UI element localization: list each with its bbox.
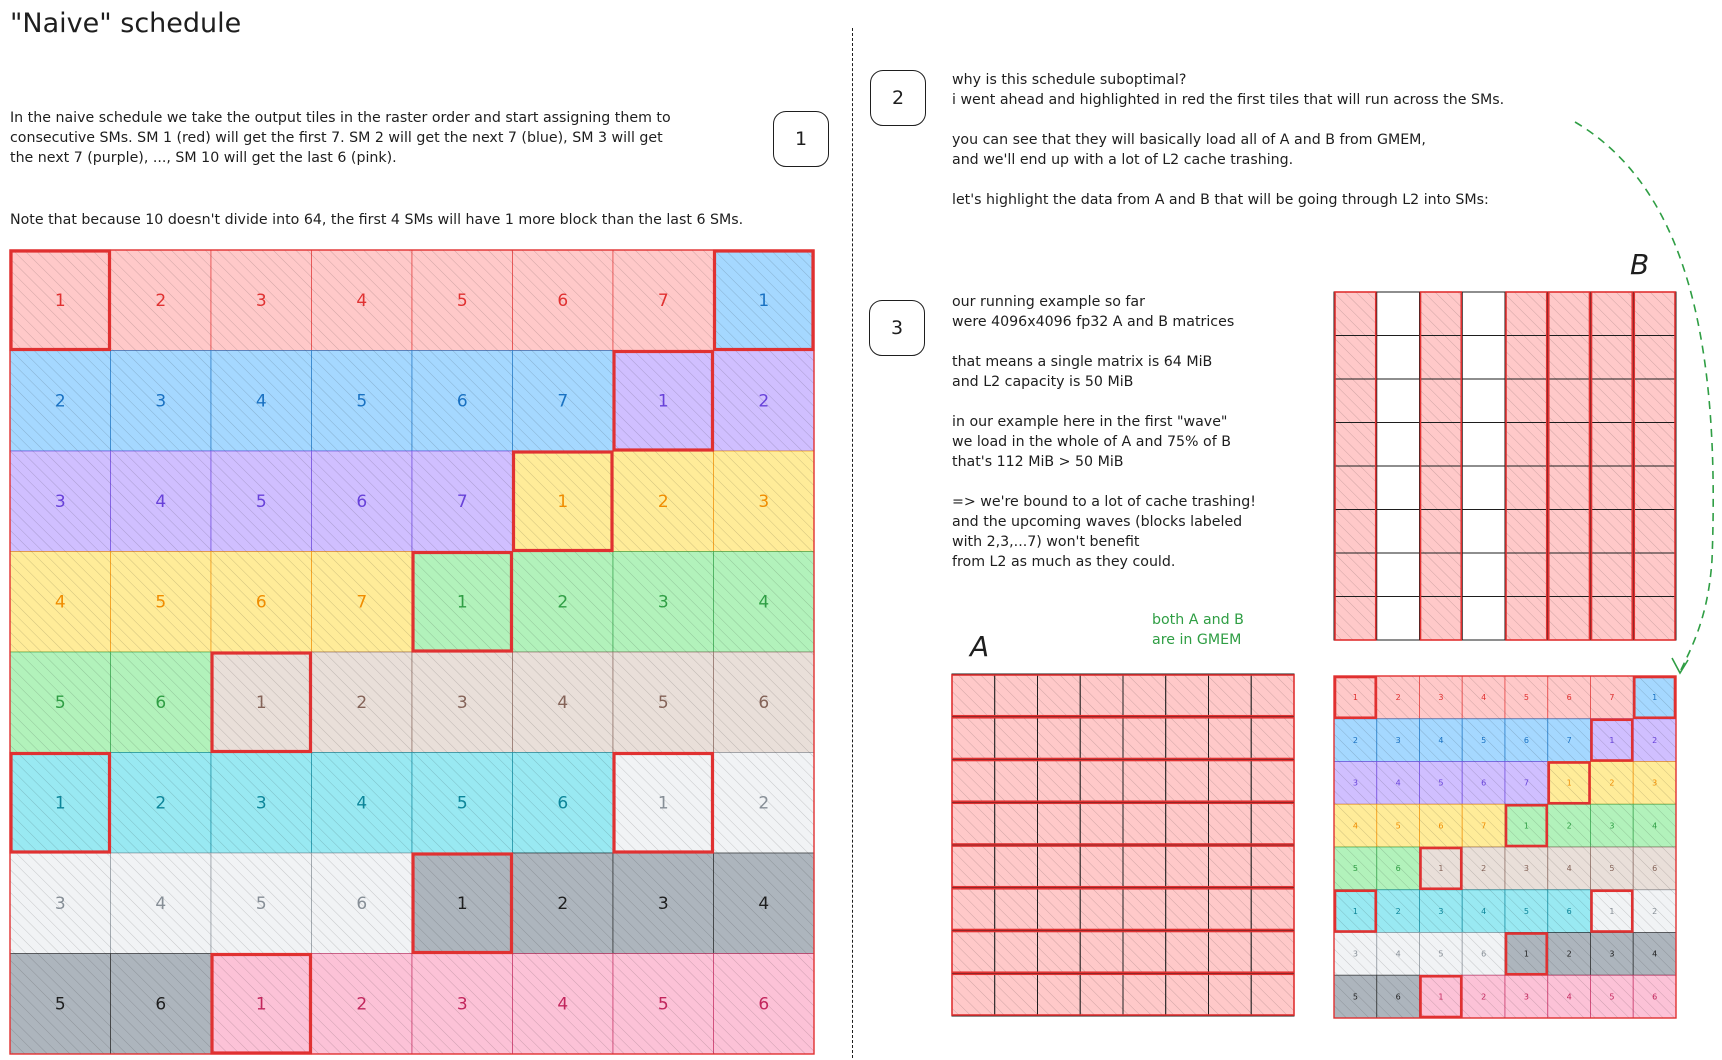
main-tile-label: 5 (255, 492, 267, 513)
mini-tile-label: 6 (1481, 778, 1487, 788)
matrix-b-cell (1377, 510, 1420, 554)
mini-tile-label: 2 (1395, 906, 1401, 916)
main-tile-label: 6 (557, 291, 569, 312)
main-tile-label: 4 (758, 894, 770, 915)
matrix-a-cell-hatch (1166, 931, 1209, 974)
main-tile-label: 5 (356, 391, 368, 412)
main-tile-label: 6 (557, 793, 569, 814)
matrix-b-cell (1377, 292, 1420, 336)
main-tile-label: 3 (657, 894, 669, 915)
matrix-a-cell-hatch (1209, 674, 1252, 717)
matrix-a-cell-hatch (1038, 888, 1081, 931)
matrix-b-cell (1462, 553, 1505, 597)
matrix-a-cell-hatch (1080, 931, 1123, 974)
mini-tile-label: 6 (1566, 693, 1572, 703)
matrix-a-cell-hatch (995, 802, 1038, 845)
mini-tile-label: 6 (1481, 949, 1487, 959)
main-tile-label: 6 (456, 391, 468, 412)
main-tile-label: 1 (758, 291, 770, 312)
matrix-a-cell-hatch (1166, 888, 1209, 931)
main-tile-label: 3 (54, 492, 66, 513)
matrix-b-cell-hatch (1420, 423, 1463, 467)
matrix-b-cell-hatch (1591, 423, 1634, 467)
mini-tile-label: 7 (1523, 778, 1529, 788)
matrix-a-cell-hatch (1209, 717, 1252, 760)
matrix-b-cell-hatch (1505, 379, 1548, 423)
mini-tile-label: 1 (1566, 778, 1572, 788)
mini-tile-label: 5 (1609, 992, 1615, 1002)
matrix-b-cell-hatch (1633, 292, 1676, 336)
matrix-a-cell-hatch (1166, 717, 1209, 760)
main-tile-label: 2 (758, 391, 770, 412)
block-count-note: Note that because 10 doesn't divide into 64, the first 4 SMs will have 1 more block than the last 6 SMs. (10, 212, 744, 228)
matrix-a-cell-hatch (1123, 845, 1166, 888)
mini-tile-label: 4 (1652, 949, 1658, 959)
main-tile-label: 5 (657, 994, 669, 1015)
main-tile-label: 7 (456, 492, 468, 513)
matrix-b-cell-hatch (1633, 597, 1676, 641)
main-tile-label: 1 (557, 492, 569, 513)
matrix-a-cell-hatch (952, 717, 995, 760)
matrix-a-cell-hatch (1123, 888, 1166, 931)
matrix-a-cell-hatch (952, 888, 995, 931)
matrix-b-cell (1462, 336, 1505, 380)
matrix-b-cell-hatch (1505, 597, 1548, 641)
matrix-b-cell-hatch (1505, 553, 1548, 597)
mini-tile-label: 3 (1438, 693, 1444, 703)
matrix-a-cell-hatch (1209, 845, 1252, 888)
matrix-a-cell-hatch (1123, 760, 1166, 803)
matrix-b-cell-hatch (1633, 379, 1676, 423)
matrix-b-cell-hatch (1334, 292, 1377, 336)
matrix-b-cell-hatch (1334, 379, 1377, 423)
mini-tile-label: 4 (1481, 693, 1487, 703)
mini-tile-label: 1 (1523, 949, 1529, 959)
matrix-a-cell-hatch (1166, 973, 1209, 1016)
matrix-a-cell-hatch (1038, 802, 1081, 845)
matrix-b-cell-hatch (1420, 553, 1463, 597)
matrix-a-cell-hatch (952, 931, 995, 974)
matrix-b-cell (1462, 510, 1505, 554)
matrix-a-cell-hatch (995, 717, 1038, 760)
mini-tile-label: 1 (1352, 906, 1358, 916)
matrix-a-cell-hatch (1080, 845, 1123, 888)
matrix-a-cell-hatch (995, 845, 1038, 888)
matrix-a-cell-hatch (995, 888, 1038, 931)
matrix-b-cell-hatch (1505, 292, 1548, 336)
mini-tile-label: 2 (1352, 735, 1358, 745)
main-tile-label: 3 (456, 994, 468, 1015)
matrix-b-cell-hatch (1591, 553, 1634, 597)
mini-tile-label: 4 (1352, 821, 1358, 831)
main-tile-label: 6 (758, 693, 770, 714)
main-tile-label: 4 (255, 391, 267, 412)
matrix-b-cell-hatch (1420, 379, 1463, 423)
mini-tile-label: 5 (1352, 992, 1358, 1002)
mini-tile-label: 6 (1652, 864, 1658, 874)
matrix-b-cell (1462, 597, 1505, 641)
matrix-b-cell-hatch (1420, 510, 1463, 554)
matrix-a-cell-hatch (995, 674, 1038, 717)
matrix-a-cell-hatch (1123, 802, 1166, 845)
matrix-b-cell-hatch (1591, 597, 1634, 641)
gmem-note: both A and B are in GMEM (1152, 612, 1244, 648)
matrix-a-cell-hatch (1080, 973, 1123, 1016)
mini-tile-label: 2 (1481, 992, 1487, 1002)
suboptimal-explanation: why is this schedule suboptimal? i went ahead and highlighted in red the first tiles that will run across the SMs. you can see that they will basically load all of A and B from GMEM, and we'll end up with a lot of L2 cache trashing. let's highlight the data from A and B that will be going through L2 into SMs: (952, 72, 1505, 208)
main-tile-label: 5 (54, 994, 66, 1015)
mini-tile-label: 1 (1438, 992, 1444, 1002)
matrix-a-cell-hatch (1251, 931, 1294, 974)
main-tile-label: 7 (657, 291, 669, 312)
matrix-a-cell-hatch (995, 931, 1038, 974)
matrix-a-cell-hatch (1123, 674, 1166, 717)
main-tile-label: 4 (557, 994, 569, 1015)
matrix-b-cell-hatch (1591, 466, 1634, 510)
arrow-head (1672, 658, 1688, 673)
matrix-a-cell-hatch (1251, 888, 1294, 931)
main-tile-label: 4 (356, 793, 368, 814)
mini-tile-label: 5 (1609, 864, 1615, 874)
mini-tile-label: 6 (1566, 906, 1572, 916)
matrix-b-cell-hatch (1548, 336, 1591, 380)
main-tile-label: 2 (356, 994, 368, 1015)
mini-tile-label: 6 (1652, 992, 1658, 1002)
matrix-a-cell-hatch (952, 674, 995, 717)
matrix-a-cell-hatch (1123, 931, 1166, 974)
matrix-b-cell-hatch (1633, 510, 1676, 554)
matrix-b-cell (1377, 597, 1420, 641)
matrix-a-cell-hatch (995, 973, 1038, 1016)
main-tile-label: 7 (356, 592, 368, 613)
main-tile-label: 2 (356, 693, 368, 714)
mini-tile-label: 3 (1523, 992, 1529, 1002)
mini-tile-label: 1 (1652, 693, 1658, 703)
matrix-b-cell-hatch (1334, 510, 1377, 554)
mini-tile-label: 1 (1523, 821, 1529, 831)
matrix-a-cell-hatch (1251, 845, 1294, 888)
matrix-a-cell-hatch (1038, 931, 1081, 974)
mini-tile-label: 1 (1609, 906, 1615, 916)
main-tile-label: 3 (155, 391, 167, 412)
main-tile-label: 4 (758, 592, 770, 613)
matrix-b-cell-hatch (1334, 336, 1377, 380)
main-tile-label: 4 (155, 894, 167, 915)
main-tile-label: 3 (456, 693, 468, 714)
main-tile-label: 5 (456, 291, 468, 312)
matrix-a-cell-hatch (1209, 888, 1252, 931)
mini-tile-label: 3 (1609, 949, 1615, 959)
matrix-b-cell-hatch (1548, 379, 1591, 423)
main-tile-label: 6 (356, 492, 368, 513)
matrix-b-cell-hatch (1334, 466, 1377, 510)
matrix-a-label: A (970, 630, 990, 663)
matrix-a-cell-hatch (952, 973, 995, 1016)
matrix-a-cell-hatch (1166, 760, 1209, 803)
matrix-b-cell-hatch (1633, 553, 1676, 597)
matrix-a-cell-hatch (1209, 973, 1252, 1016)
main-tile-label: 3 (255, 793, 267, 814)
main-tile-label: 2 (657, 492, 669, 513)
matrix-b-cell (1377, 423, 1420, 467)
matrix-a-cell-hatch (1251, 973, 1294, 1016)
main-tile-label: 3 (54, 894, 66, 915)
matrix-b-cell (1377, 553, 1420, 597)
main-tile-label: 3 (758, 492, 770, 513)
mini-tile-label: 7 (1609, 693, 1615, 703)
main-tile-label: 1 (456, 894, 468, 915)
matrix-a-cell-hatch (1251, 802, 1294, 845)
mini-tile-label: 7 (1481, 821, 1487, 831)
mini-tile-label: 2 (1566, 821, 1572, 831)
naive-schedule-explanation: In the naive schedule we take the output tiles in the raster order and start assigning them to consecutive SMs. SM 1 (red) will get the first 7. SM 2 will get the next 7 (blue), SM 3 will get the next 7 (purple), ..., SM 10 will get the last 6 (pink). (10, 110, 671, 166)
mini-tile-label: 2 (1652, 735, 1658, 745)
mini-tile-label: 3 (1352, 949, 1358, 959)
mini-tile-label: 5 (1438, 949, 1444, 959)
mini-tile-label: 2 (1609, 778, 1615, 788)
mini-tile-label: 1 (1438, 864, 1444, 874)
matrix-a-cell-hatch (1166, 802, 1209, 845)
matrix-a-cell-hatch (1080, 888, 1123, 931)
main-tile-label: 6 (155, 994, 167, 1015)
mini-tile-label: 1 (1609, 735, 1615, 745)
main-tile-label: 2 (557, 592, 569, 613)
main-tile-label: 6 (255, 592, 267, 613)
matrix-b-cell-hatch (1633, 336, 1676, 380)
matrix-b-cell-hatch (1334, 423, 1377, 467)
matrix-a-cell-hatch (1123, 973, 1166, 1016)
main-tile-label: 1 (54, 793, 66, 814)
main-tile-label: 1 (456, 592, 468, 613)
matrix-a-cell-hatch (1251, 717, 1294, 760)
matrix-b-cell-hatch (1633, 466, 1676, 510)
mini-tile-label: 7 (1566, 735, 1572, 745)
main-tile-label: 3 (657, 592, 669, 613)
matrix-b-cell (1462, 292, 1505, 336)
main-tile-label: 1 (255, 693, 267, 714)
matrix-a-cell-hatch (1038, 760, 1081, 803)
matrix-b-cell-hatch (1633, 423, 1676, 467)
matrix-a-cell-hatch (1123, 717, 1166, 760)
mini-tile-label: 6 (1395, 992, 1401, 1002)
matrix-b-label: B (1630, 248, 1650, 281)
matrix-b-cell-hatch (1548, 466, 1591, 510)
mini-tile-label: 5 (1395, 821, 1401, 831)
matrix-a-cell-hatch (1251, 760, 1294, 803)
matrix-a-cell-hatch (1080, 674, 1123, 717)
matrix-b-cell (1377, 379, 1420, 423)
mini-tile-label: 4 (1395, 949, 1401, 959)
matrix-b-cell-hatch (1548, 423, 1591, 467)
matrix-b-cell-hatch (1591, 510, 1634, 554)
mini-tile-label: 2 (1566, 949, 1572, 959)
matrix-b-cell-hatch (1548, 553, 1591, 597)
matrix-b-cell (1462, 466, 1505, 510)
main-tile-label: 3 (255, 291, 267, 312)
mini-tile-label: 4 (1438, 735, 1444, 745)
matrix-b-cell-hatch (1505, 423, 1548, 467)
cache-trashing-explanation: our running example so far were 4096x4096 fp32 A and B matrices that means a single matrix is 64 MiB and L2 capacity is 50 MiB in our example here in the first "wave" we load in the whole of A and 75% of B that's 112 MiB > 50 MiB => we're bound to a lot of cache trashing! and the upcoming waves (blocks labeled with 2,3,...7) won't benefit from L2 as much as they could. (952, 294, 1256, 570)
matrix-a-cell-hatch (1209, 760, 1252, 803)
matrix-a-cell-hatch (1251, 674, 1294, 717)
mini-tile-label: 5 (1523, 906, 1529, 916)
main-tile-label: 2 (54, 391, 66, 412)
matrix-b-cell-hatch (1591, 336, 1634, 380)
matrix-a-cell-hatch (1209, 931, 1252, 974)
mini-tile-label: 3 (1609, 821, 1615, 831)
matrix-b-cell-hatch (1548, 597, 1591, 641)
matrix-b-cell-hatch (1334, 553, 1377, 597)
mini-tile-label: 4 (1481, 906, 1487, 916)
matrix-b-cell-hatch (1420, 597, 1463, 641)
main-tile-label: 6 (155, 693, 167, 714)
matrix-a-cell-hatch (1038, 674, 1081, 717)
matrix-a-cell-hatch (1038, 717, 1081, 760)
matrix-b-cell-hatch (1420, 336, 1463, 380)
mini-tile-label: 5 (1352, 864, 1358, 874)
matrix-b-cell (1462, 423, 1505, 467)
mini-tile-label: 5 (1438, 778, 1444, 788)
matrix-b-cell-hatch (1420, 292, 1463, 336)
matrix-b-cell-hatch (1548, 510, 1591, 554)
mini-tile-label: 6 (1438, 821, 1444, 831)
main-tile-label: 1 (54, 291, 66, 312)
matrix-b-cell-hatch (1420, 466, 1463, 510)
mini-tile-label: 6 (1523, 735, 1529, 745)
mini-tile-label: 2 (1481, 864, 1487, 874)
callout-3: 3 (869, 300, 925, 356)
mini-tile-label: 5 (1481, 735, 1487, 745)
main-tile-label: 7 (557, 391, 569, 412)
matrix-b-cell-hatch (1505, 336, 1548, 380)
mini-tile-label: 4 (1566, 864, 1572, 874)
callout-2: 2 (870, 70, 926, 126)
matrix-a-cell-hatch (995, 760, 1038, 803)
main-tile-label: 2 (155, 291, 167, 312)
matrix-a-cell-hatch (1166, 845, 1209, 888)
matrix-b-cell-hatch (1505, 510, 1548, 554)
mini-tile-label: 3 (1352, 778, 1358, 788)
main-tile-label: 4 (54, 592, 66, 613)
matrix-a-cell-hatch (1038, 973, 1081, 1016)
main-tile-label: 2 (557, 894, 569, 915)
main-tile-label: 4 (356, 291, 368, 312)
matrix-b-cell (1377, 466, 1420, 510)
matrix-a-cell-hatch (952, 802, 995, 845)
main-tile-label: 4 (557, 693, 569, 714)
matrix-b-cell-hatch (1591, 379, 1634, 423)
main-tile-label: 5 (657, 693, 669, 714)
matrix-a-cell-hatch (952, 845, 995, 888)
main-tile-label: 1 (657, 391, 669, 412)
matrix-b-cell-hatch (1505, 466, 1548, 510)
main-tile-label: 6 (356, 894, 368, 915)
mini-tile-label: 3 (1395, 735, 1401, 745)
matrix-b-cell-hatch (1334, 597, 1377, 641)
mini-tile-label: 4 (1395, 778, 1401, 788)
mini-tile-label: 3 (1652, 778, 1658, 788)
main-tile-label: 1 (657, 793, 669, 814)
mini-tile-label: 3 (1523, 864, 1529, 874)
mini-tile-label: 2 (1652, 906, 1658, 916)
matrix-a-cell-hatch (1038, 845, 1081, 888)
mini-tile-label: 5 (1523, 693, 1529, 703)
main-tile-label: 2 (155, 793, 167, 814)
matrix-b-cell (1462, 379, 1505, 423)
mini-tile-label: 4 (1566, 992, 1572, 1002)
matrix-a-cell-hatch (1166, 674, 1209, 717)
mini-tile-label: 1 (1352, 693, 1358, 703)
matrix-b-cell (1377, 336, 1420, 380)
mini-tile-label: 3 (1438, 906, 1444, 916)
main-tile-label: 1 (255, 994, 267, 1015)
main-tile-label: 5 (255, 894, 267, 915)
matrix-a-cell-hatch (1209, 802, 1252, 845)
page-title: "Naive" schedule (10, 8, 242, 39)
matrix-a-cell-hatch (952, 760, 995, 803)
mini-tile-label: 4 (1652, 821, 1658, 831)
main-tile-label: 2 (758, 793, 770, 814)
matrix-a-cell-hatch (1080, 760, 1123, 803)
main-tile-label: 5 (155, 592, 167, 613)
matrix-a-cell-hatch (1080, 717, 1123, 760)
callout-1: 1 (773, 111, 829, 167)
mini-tile-label: 2 (1395, 693, 1401, 703)
main-tile-label: 6 (758, 994, 770, 1015)
matrix-b-cell-hatch (1591, 292, 1634, 336)
main-tile-label: 5 (54, 693, 66, 714)
main-tile-label: 5 (456, 793, 468, 814)
matrix-a-cell-hatch (1080, 802, 1123, 845)
main-tile-label: 4 (155, 492, 167, 513)
mini-tile-label: 6 (1395, 864, 1401, 874)
matrix-b-cell-hatch (1548, 292, 1591, 336)
